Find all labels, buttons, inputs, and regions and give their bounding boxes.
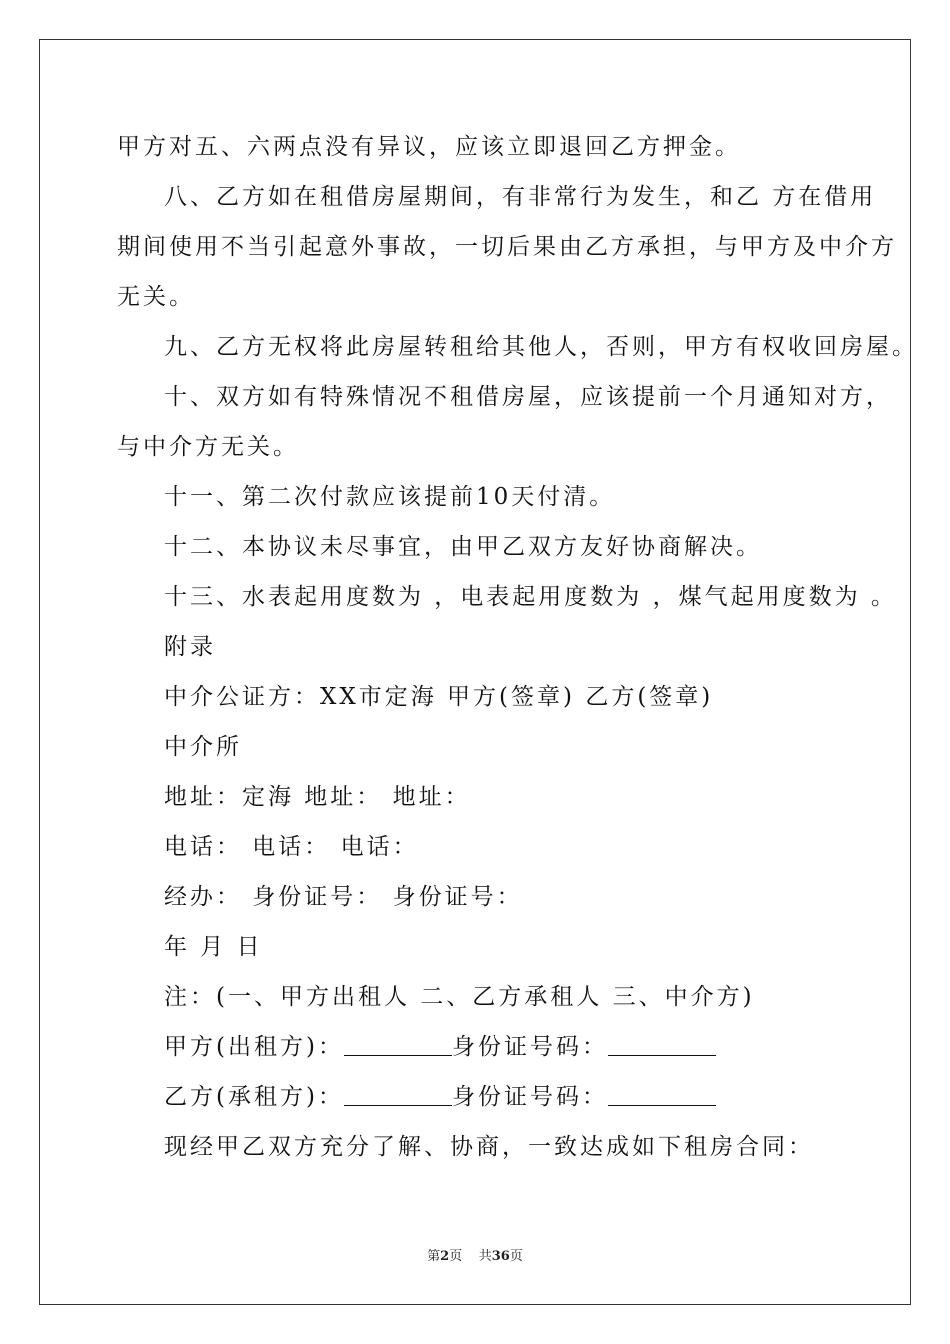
agency-line: 中介所 <box>164 734 242 760</box>
total-suffix: 页 <box>509 1249 523 1264</box>
clause-12: 十二、本协议未尽事宜，由甲乙双方友好协商解决。 <box>164 534 762 560</box>
page-prefix: 第 <box>427 1249 441 1264</box>
clause-8-end: 无关。 <box>117 284 195 310</box>
party-a-id-blank <box>608 1033 716 1056</box>
closing-line: 现经甲乙双方充分了解、协商，一致达成如下租房合同： <box>164 1134 814 1160</box>
page-suffix: 页 <box>449 1249 463 1264</box>
clause-8: 八、乙方如在租借房屋期间，有非常行为发生，和乙 方在借用 <box>164 184 877 210</box>
notary-line: 中介公证方：XX市定海 甲方(签章) 乙方(签章) <box>164 684 714 710</box>
address-line: 地址：定海 地址： 地址： <box>164 784 471 810</box>
phone-line: 电话： 电话： 电话： <box>164 834 419 860</box>
party-b-id-label: 身份证号码： <box>451 1084 608 1110</box>
party-b-label: 乙方(承租方)： <box>164 1084 344 1110</box>
clause-10-end: 与中介方无关。 <box>117 434 299 460</box>
note-line: 注：(一、甲方出租人 二、乙方承租人 三、中介方) <box>164 984 755 1010</box>
party-a-label: 甲方(出租方)： <box>164 1034 344 1060</box>
party-b-id-blank <box>608 1083 716 1106</box>
page-footer <box>0 1245 950 1264</box>
page-total: 36 <box>491 1249 510 1264</box>
page-number: 2 <box>440 1249 450 1264</box>
clause-9: 九、乙方无权将此房屋转租给其他人，否则，甲方有权收回房屋。 <box>164 334 918 360</box>
party-b-line <box>117 1072 847 1122</box>
paragraph-line: 甲方对五、六两点没有异议，应该立即退回乙方押金。 <box>117 134 741 160</box>
appendix-heading: 附录 <box>164 634 216 660</box>
handler-line: 经办： 身份证号： 身份证号： <box>164 884 523 910</box>
clause-10: 十、双方如有特殊情况不租借房屋，应该提前一个月通知对方， <box>164 384 892 410</box>
party-a-id-label: 身份证号码： <box>451 1034 608 1060</box>
clause-11: 十一、第二次付款应该提前10天付清。 <box>164 484 616 510</box>
party-a-name-blank <box>344 1033 452 1056</box>
document-body <box>117 122 918 1172</box>
total-prefix: 共 <box>478 1249 492 1264</box>
clause-8-continued: 期间使用不当引起意外事故，一切后果由乙方承担，与甲方及中介方 <box>117 234 897 260</box>
date-line: 年 月 日 <box>164 934 263 960</box>
clause-13: 十三、水表起用度数为 ，电表起用度数为 ，煤气起用度数为 。 <box>164 584 897 610</box>
party-a-line <box>117 1022 847 1072</box>
party-b-name-blank <box>344 1083 452 1106</box>
